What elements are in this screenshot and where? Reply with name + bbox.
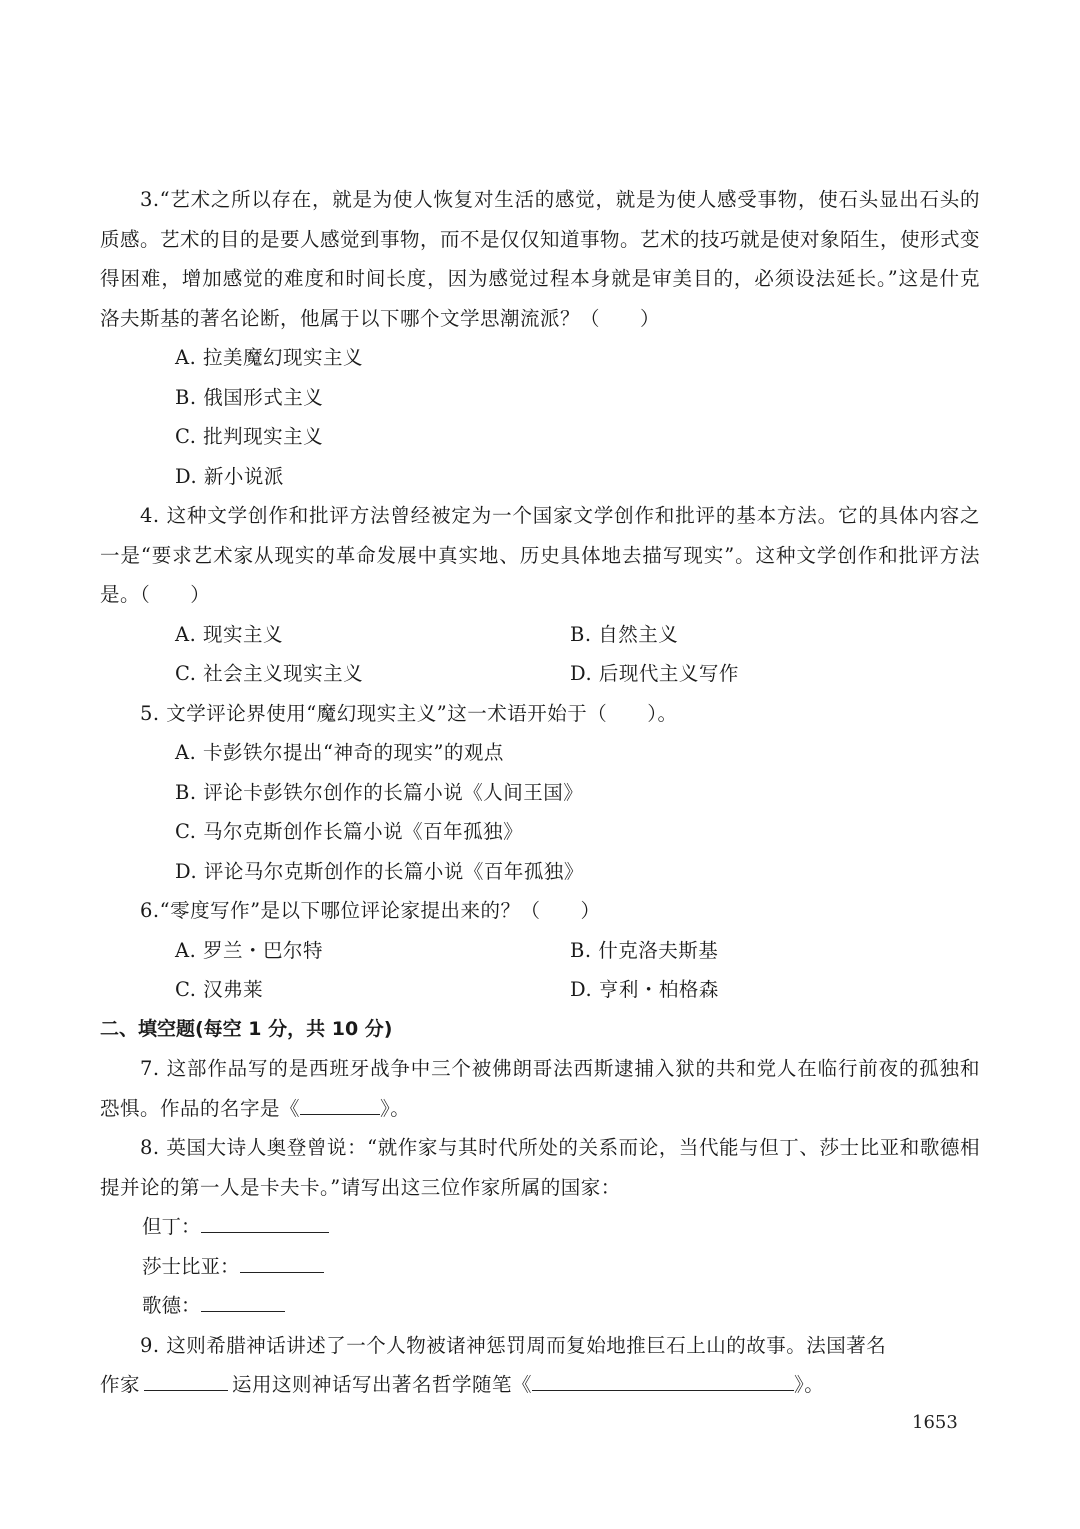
question-3-option-a: A. 拉美魔幻现实主义 — [175, 346, 363, 369]
question-4-text: 4. 这种文学创作和批评方法曾经被定为一个国家文学创作和批评的基本方法。它的具体内容之一是“要求艺术家从现实的革命发展中真实地、历史具体地去描写现实”。这种文学创作和批评方法是。（ ） — [100, 504, 980, 606]
question-8-fill-shakespeare — [100, 1247, 980, 1287]
question-4-option-c: C. 社会主义现实主义 — [175, 662, 364, 685]
question-3-option-c: C. 批判现实主义 — [175, 425, 324, 448]
question-9-text-a: 作家 — [100, 1373, 141, 1396]
question-8-text: 8. 英国大诗人奥登曾说：“就作家与其时代所处的关系而论，当代能与但丁、莎士比亚和歌德相提并论的第一人是卡夫卡。”请写出这三位作家所属的国家： — [100, 1136, 980, 1199]
question-9-text-line-1: 9. 这则希腊神话讲述了一个人物被诸神惩罚周而复始地推巨石上山的故事。法国著名 — [140, 1333, 887, 1357]
question-6-options-row-1 — [100, 931, 980, 971]
question-5-option-b: B. 评论卡彭铁尔创作的长篇小说《人间王国》 — [175, 780, 584, 804]
question-8-blank-shakespeare[interactable] — [240, 1250, 324, 1273]
question-9-blank-title[interactable] — [532, 1368, 794, 1391]
question-6-text: 6.“零度写作”是以下哪位评论家提出来的？（ ） — [140, 899, 601, 922]
question-9-text-b: 运用这则神话写出著名哲学随笔《 — [232, 1373, 533, 1396]
question-4-options-row-2 — [100, 654, 980, 694]
question-9-blank-author[interactable] — [144, 1368, 228, 1391]
page-number: 1653 — [912, 1412, 958, 1433]
question-9-text-c: 》。 — [794, 1373, 825, 1396]
question-8-label-goethe: 歌德： — [142, 1294, 201, 1317]
question-8-fill-goethe — [100, 1286, 980, 1326]
question-8-label-shakespeare: 莎士比亚： — [142, 1254, 240, 1278]
question-8-label-dante: 但丁： — [142, 1215, 201, 1238]
question-6-options-row-2 — [100, 970, 980, 1010]
question-7-blank[interactable] — [300, 1092, 380, 1115]
question-6-option-a: A. 罗兰・巴尔特 — [175, 938, 323, 962]
question-8-fill-dante — [100, 1207, 980, 1247]
question-6-option-b: B. 什克洛夫斯基 — [570, 938, 719, 962]
question-5-option-c: C. 马尔克斯创作长篇小说《百年孤独》 — [175, 820, 524, 843]
question-4-option-b: B. 自然主义 — [570, 622, 679, 646]
question-4-option-d: D. 后现代主义写作 — [570, 662, 739, 685]
question-3-option-b: B. 俄国形式主义 — [175, 385, 324, 409]
question-5-option-a: A. 卡彭铁尔提出“神奇的现实”的观点 — [175, 741, 504, 764]
question-3-text: 3.“艺术之所以存在，就是为使人恢复对生活的感觉，就是为使人感受事物，使石头显出石头的质感。艺术的目的是要人感觉到事物，而不是仅仅知道事物。艺术的技巧就是使对象陌生，使形式变得困难，增加感觉的难度和时间长度，因为感觉过程本身就是审美目的，必须设法延长。”这是什克洛夫斯基的著名论断，他属于以下哪个文学思潮流派？（ ） — [100, 188, 981, 330]
exam-page — [100, 180, 980, 1405]
question-9-text-line-2 — [100, 1365, 980, 1405]
question-7-text-after: 》。 — [380, 1096, 411, 1120]
question-4-options-row-1 — [100, 615, 980, 655]
question-3-option-d: D. 新小说派 — [175, 464, 284, 488]
question-8-blank-dante[interactable] — [201, 1210, 329, 1233]
section-heading-fill-in: 二、填空题(每空 1 分，共 10 分) — [100, 1017, 393, 1040]
question-4-option-a: A. 现实主义 — [175, 622, 283, 646]
question-6-option-d: D. 亨利・柏格森 — [570, 978, 719, 1001]
question-5-text: 5. 文学评论界使用“魔幻现实主义”这一术语开始于（ ）。 — [140, 701, 678, 725]
question-5-option-d: D. 评论马尔克斯创作的长篇小说《百年孤独》 — [175, 859, 584, 883]
question-7-text-before: 7. 这部作品写的是西班牙战争中三个被佛朗哥法西斯逮捕入狱的共和党人在临行前夜的孤独和恐惧。作品的名字是《 — [100, 1057, 980, 1120]
question-6-option-c: C. 汉弗莱 — [175, 978, 264, 1001]
question-7-text — [100, 1049, 980, 1128]
question-8-blank-goethe[interactable] — [201, 1289, 285, 1312]
